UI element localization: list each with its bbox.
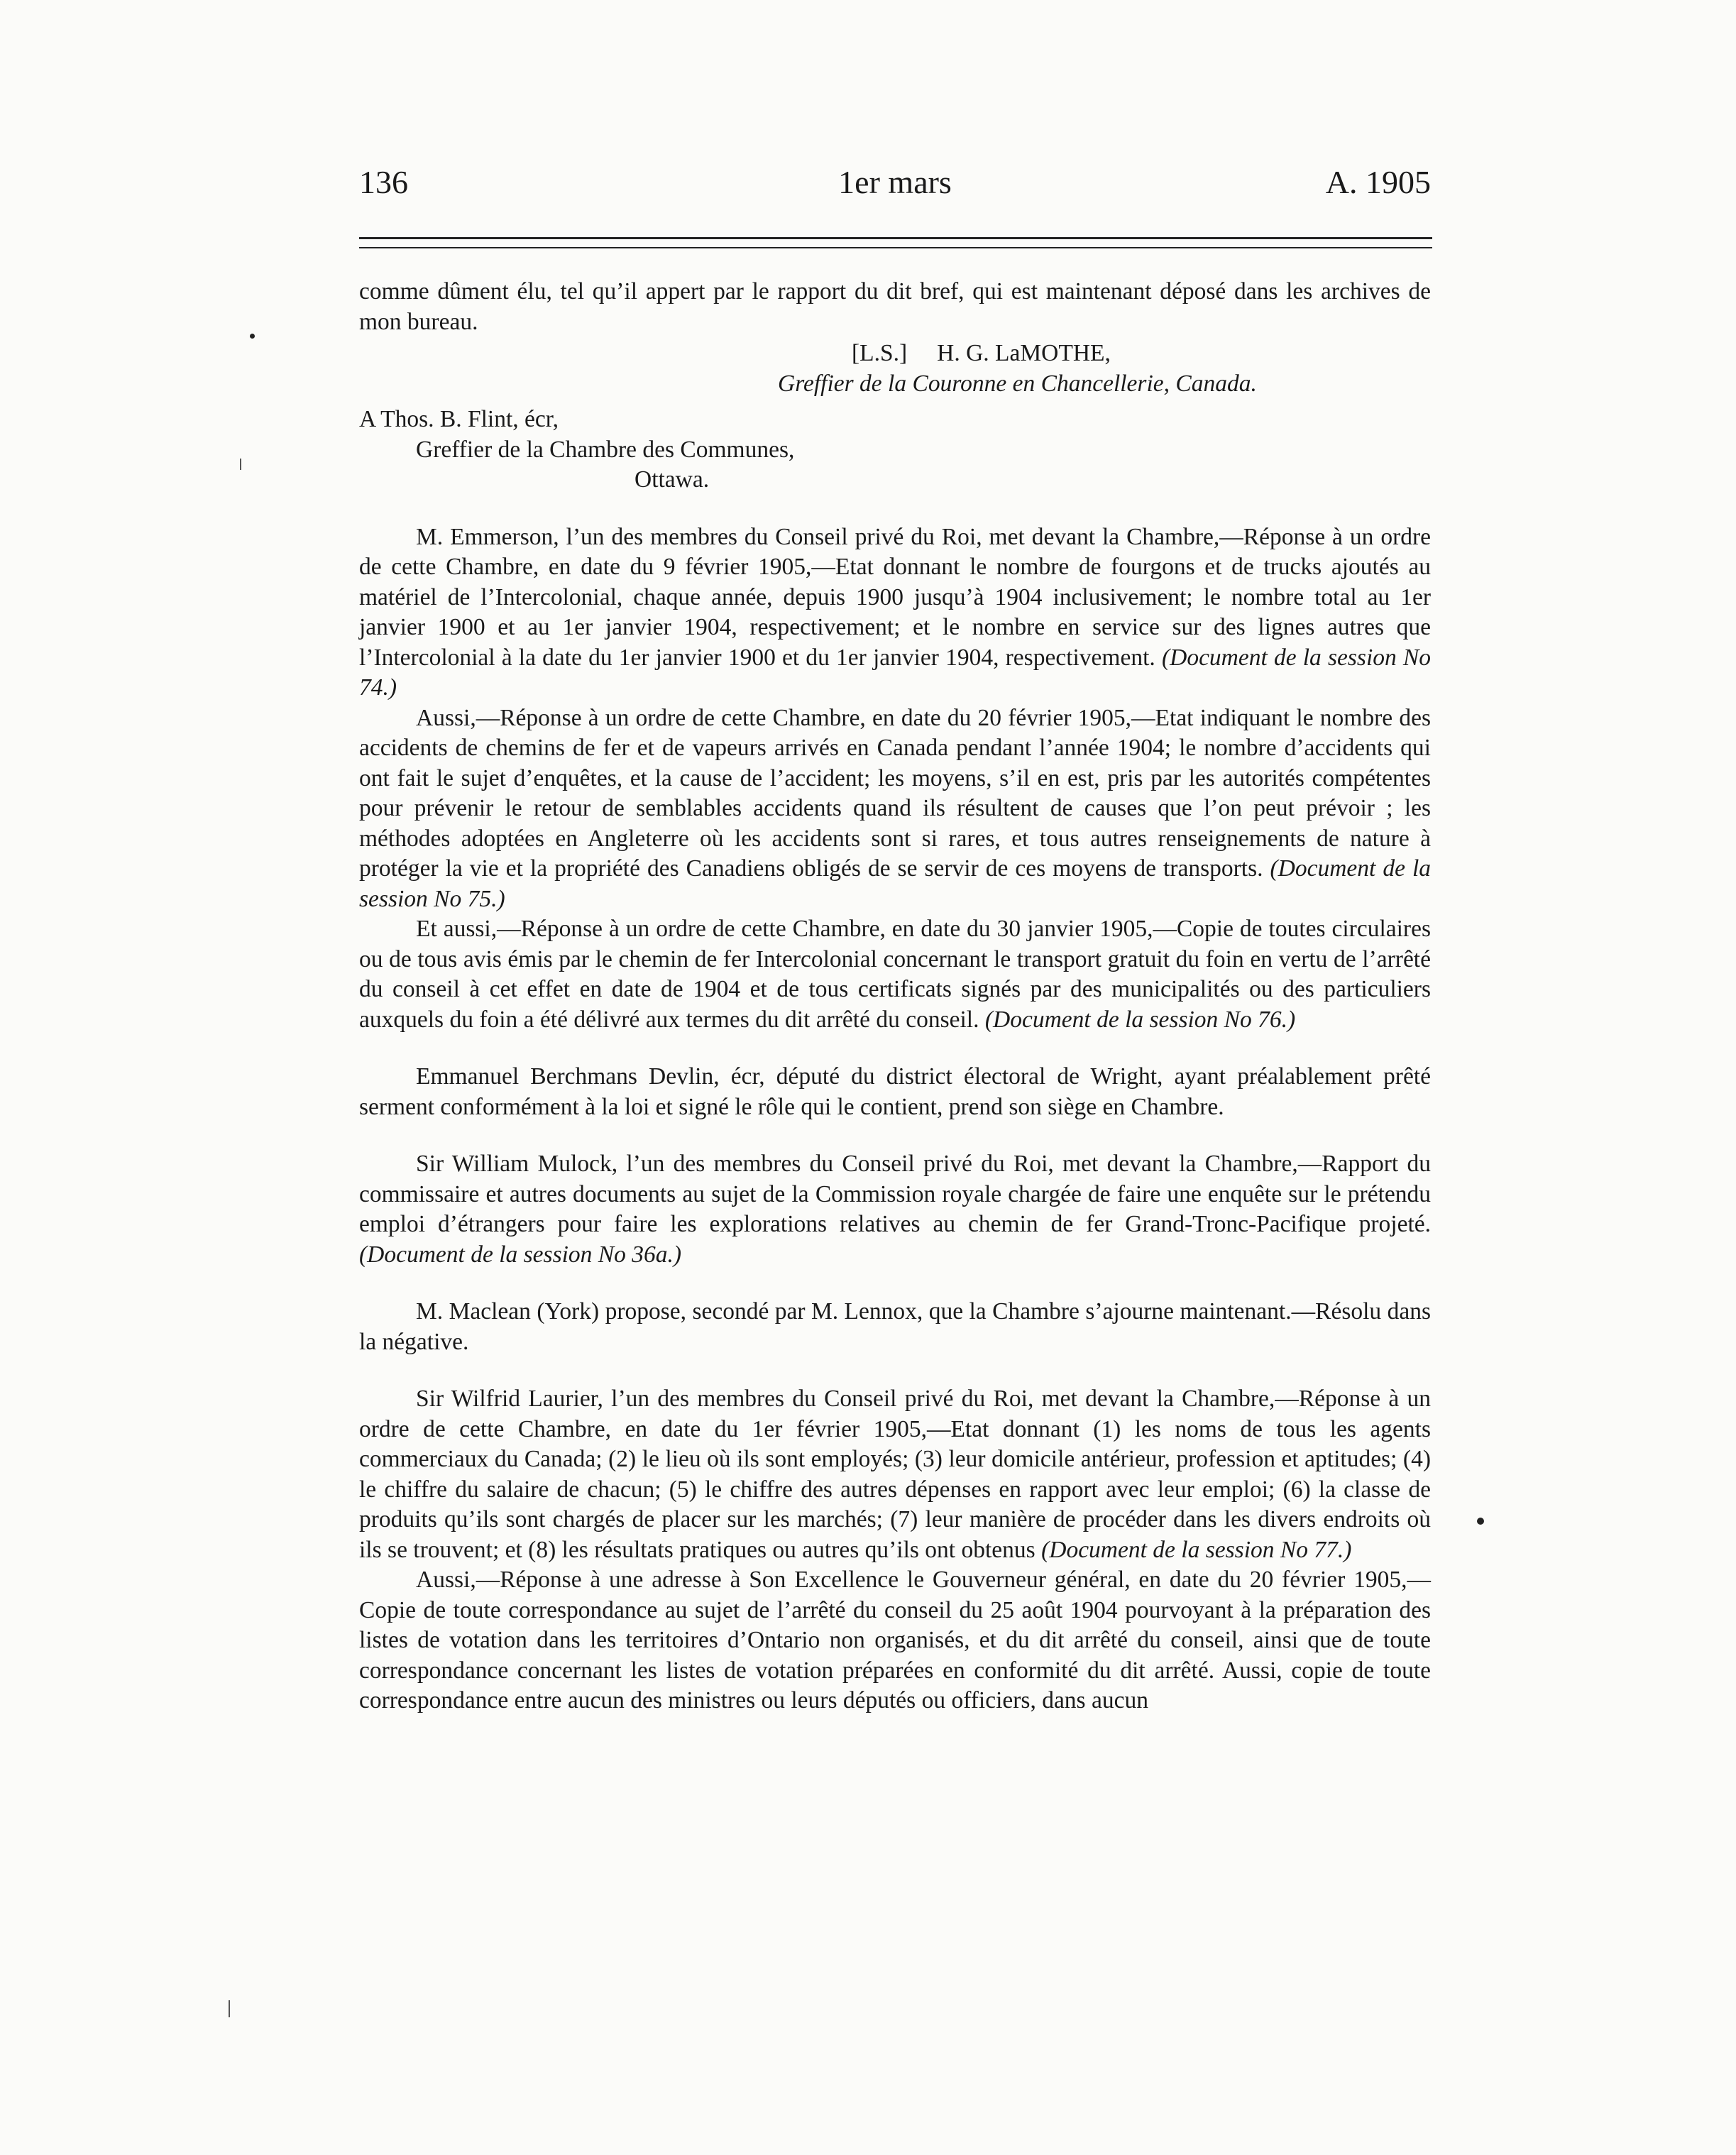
header-year: A. 1905 (1325, 164, 1431, 200)
paragraph-text: M. Emmerson, l’un des membres du Conseil privé du Roi, met devant la Chambre,—Réponse à un ordre de cette Chambre, en date du 9 février 1905,—Etat donnant le nombre de fourgons et de trucks ajoutés au matériel de l’Intercolonial, chaque année, depuis 1900 jusqu’à 1904 inclusivement; le nombre total au 1er janvier 1900 et au 1er janvier 1904, respectivement; et le nombre en service sur des lignes autres que l’Intercolonial à la date du 1er janvier 1900 et du 1er janvier 1904, respectivement. (359, 523, 1431, 671)
paragraph-text: Et aussi,—Réponse à un ordre de cette Chambre, en date du 30 janvier 1905,—Copie de toutes circulaires ou de tous avis émis par le chemin de fer Intercolonial concernant le transport gratuit du foin en vertu de l’arrêté du conseil à cet effet en date de 1904 et de tous certificats signés par des municipalités ou des particuliers auxquels du foin a été délivré aux termes du dit arrêté du conseil. (359, 916, 1431, 1033)
header-rule-thin (359, 247, 1432, 248)
document-reference: (Document de la session No 74.) (359, 644, 1432, 701)
paragraph-text: Aussi,—Réponse à un ordre de cette Chambre, en date du 20 février 1905,—Etat indiquant le nombre des accidents de chemins de fer et de vapeurs arrivés en Canada pendant l’année 1904; le nombre d’accidents qui ont fait le sujet d’enquêtes, et la cause de l’accident; les moyens, s’il en est, pris par les autorités compétentes pour prévenir le retour de semblables accidents quand ils résultent de causes que l’on peut prévoir ; les méthodes adoptées en Angleterre où les accidents sont si rares, et tous autres renseignements de nature à protéger la vie et la propriété des Canadiens obligés de se servir de ces moyens de transports. (359, 704, 1431, 882)
page-number: 136 (359, 164, 408, 200)
scan-mark (240, 459, 241, 470)
header-rule-thick (359, 237, 1432, 239)
signer-name: H. G. LaMOTHE, (937, 340, 1111, 366)
addressee-line: A Thos. B. Flint, écr, (359, 406, 559, 432)
addressee-city: Ottawa. (634, 466, 710, 493)
document-body (359, 277, 1431, 1716)
paragraph-laurier (359, 1384, 1431, 1565)
paragraph-emmerson (359, 522, 1431, 703)
document-reference: (Document de la session No 77.) (1041, 1536, 1352, 1563)
document-reference: (Document de la session No 76.) (984, 1006, 1296, 1033)
paragraph-maclean: M. Maclean (York) propose, secondé par M. Lennox, que la Chambre s’ajourne maintenant.—Résolu dans la négative. (359, 1298, 1431, 1355)
page-header (359, 163, 1431, 213)
addressee-title: Greffier de la Chambre des Communes, (416, 436, 795, 463)
paragraph-text: Sir Wilfrid Laurier, l’un des membres du Conseil privé du Roi, met devant la Chambre,—Réponse à un ordre de cette Chambre, en date du 1er février 1905,—Etat donnant (1) les noms de tous les agents commerciaux du Canada; (2) le lieu où ils sont employés; (3) leur domicile antérieur, profession et aptitudes; (4) le chiffre du salaire de chacun; (5) le chiffre des autres dépenses en rapport avec leur emploi; (6) la classe de produits qu’ils sont chargés de placer sur les marchés; (7) leur manière de procéder dans les divers endroits où ils se trouvent; et (8) les résultats pratiques ou autres qu’ils ont obtenus (359, 1386, 1431, 1563)
paragraph-adresse: Aussi,—Réponse à une adresse à Son Excellence le Gouverneur général, en date du 20 février 1905,—Copie de toute correspondance au sujet de l’arrêté du conseil du 25 août 1904 pourvoyant à la préparation des listes de votation dans les territoires d’Ontario non organisés, et du dit arrêté du conseil, ainsi que de toute correspondance concernant les listes de votation préparées en conformité du dit arrêté. Aussi, copie de toute correspondance entre aucun des ministres ou leurs députés ou officiers, dans aucun (359, 1567, 1431, 1713)
paragraph-accidents (359, 703, 1431, 915)
paragraph-certificate-end: comme dûment élu, tel qu’il appert par le rapport du dit bref, qui est maintenant déposé dans les archives de mon bureau. (359, 278, 1431, 335)
paragraph-foin (359, 914, 1431, 1035)
document-reference: (Document de la session No 75.) (359, 855, 1432, 912)
scan-speck (250, 334, 255, 339)
paragraph-text: Sir William Mulock, l’un des membres du Conseil privé du Roi, met devant la Chambre,—Rapport du commissaire et autres documents au sujet de la Commission royale chargée de faire une enquête sur le prétendu emploi d’étrangers pour faire les explorations relatives au chemin de fer Grand-Tronc-Pacifique projeté. (359, 1151, 1431, 1237)
paragraph-devlin: Emmanuel Berchmans Devlin, écr, député du district électoral de Wright, ayant préalablement prêté serment conformément à la loi et signé le rôle qui le contient, prend son siège en Chambre. (359, 1063, 1431, 1120)
signature-line (852, 339, 1431, 369)
scan-speck (1477, 1518, 1484, 1525)
signer-title: Greffier de la Couronne en Chancellerie, Canada. (778, 370, 1257, 397)
paragraph-mulock (359, 1149, 1431, 1270)
seal-mark: [L.S.] (852, 340, 908, 366)
document-reference: (Document de la session No 36a.) (359, 1241, 682, 1268)
header-date: 1er mars (838, 164, 952, 200)
scan-mark (229, 2000, 230, 2017)
